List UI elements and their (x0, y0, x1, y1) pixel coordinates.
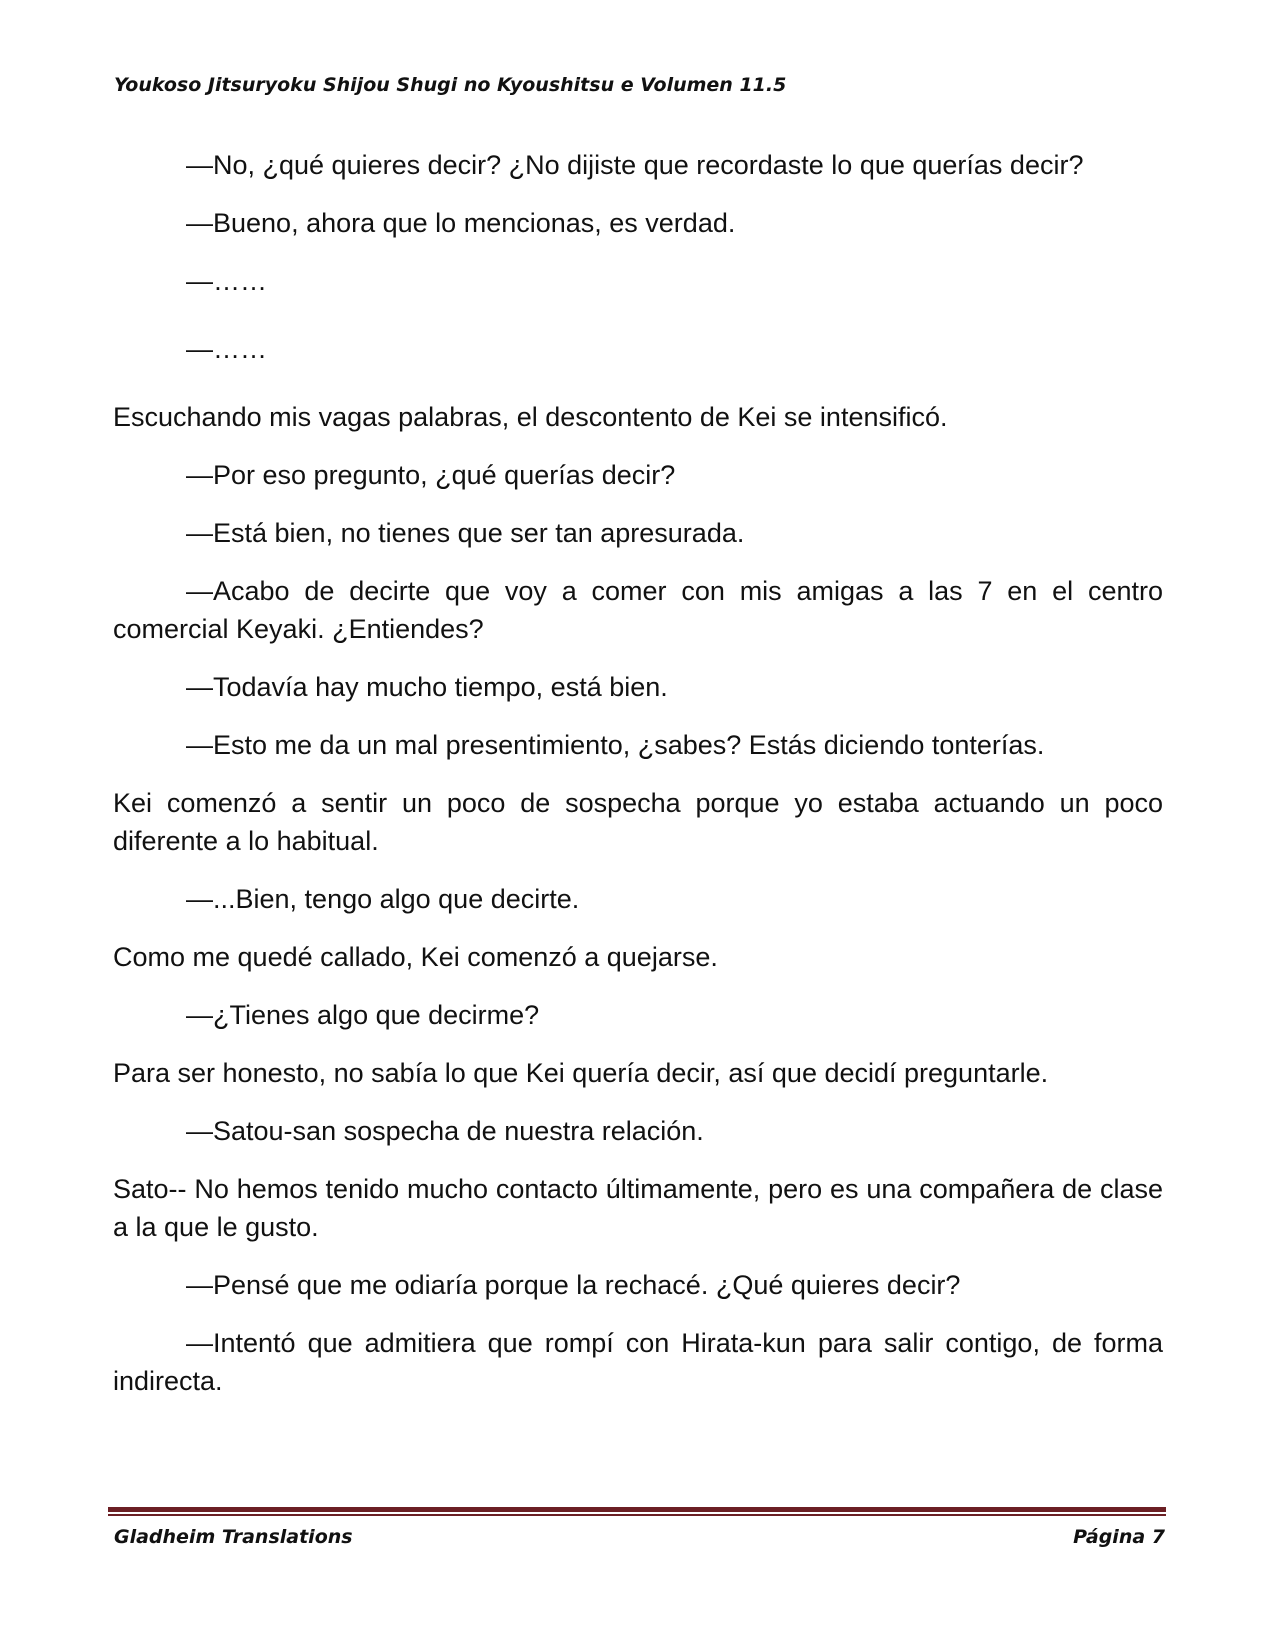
footer-credit: Gladheim Translations (114, 1526, 353, 1548)
paragraph-dialogue: —¿Tienes algo que decirme? (186, 1000, 540, 1030)
paragraph-narration: Sato-- No hemos tenido mucho contacto últimamente, pero es una compañera de clase a la que le gusto. (113, 1174, 1171, 1242)
page-header-title: Youkoso Jitsuryoku Shijou Shugi no Kyoushitsu e Volumen 11.5 (114, 74, 787, 96)
page-body (113, 146, 1171, 1420)
paragraph-dialogue: —Todavía hay mucho tiempo, está bien. (186, 672, 668, 702)
paragraph-narration: Kei comenzó a sentir un poco de sospecha porque yo estaba actuando un poco diferente a lo habitual. (113, 788, 1171, 856)
paragraph-dialogue: —Está bien, no tienes que ser tan apresurada. (186, 518, 745, 548)
footer-divider (108, 1507, 1166, 1516)
paragraph-dialogue: —Satou-san sospecha de nuestra relación. (186, 1116, 704, 1146)
paragraph-dialogue: —Bueno, ahora que lo mencionas, es verdad. (186, 208, 736, 238)
paragraph-dialogue: —No, ¿qué quieres decir? ¿No dijiste que recordaste lo que querías decir? (186, 150, 1084, 180)
paragraph-dialogue: —…… (186, 334, 267, 364)
footer-divider-thick (108, 1507, 1166, 1512)
footer-divider-thin (108, 1514, 1166, 1516)
footer-page-number: Página 7 (1073, 1526, 1165, 1548)
paragraph-narration: Para ser honesto, no sabía lo que Kei quería decir, así que decidí preguntarle. (113, 1058, 1049, 1088)
paragraph-narration: Escuchando mis vagas palabras, el descontento de Kei se intensificó. (113, 402, 948, 432)
paragraph-dialogue: —Acabo de decirte que voy a comer con mis amigas a las 7 en el centro comercial Keyaki. ¿Entiendes? (113, 576, 1171, 644)
paragraph-dialogue: —Esto me da un mal presentimiento, ¿sabes? Estás diciendo tonterías. (186, 730, 1045, 760)
paragraph-dialogue: —Intentó que admitiera que rompí con Hirata-kun para salir contigo, de forma indirecta. (113, 1328, 1171, 1396)
paragraph-dialogue: —Por eso pregunto, ¿qué querías decir? (186, 460, 676, 490)
paragraph-dialogue: —Pensé que me odiaría porque la rechacé. ¿Qué quieres decir? (186, 1270, 961, 1300)
paragraph-dialogue: —…… (186, 266, 267, 296)
paragraph-narration: Como me quedé callado, Kei comenzó a quejarse. (113, 942, 718, 972)
paragraph-dialogue: —...Bien, tengo algo que decirte. (186, 884, 580, 914)
